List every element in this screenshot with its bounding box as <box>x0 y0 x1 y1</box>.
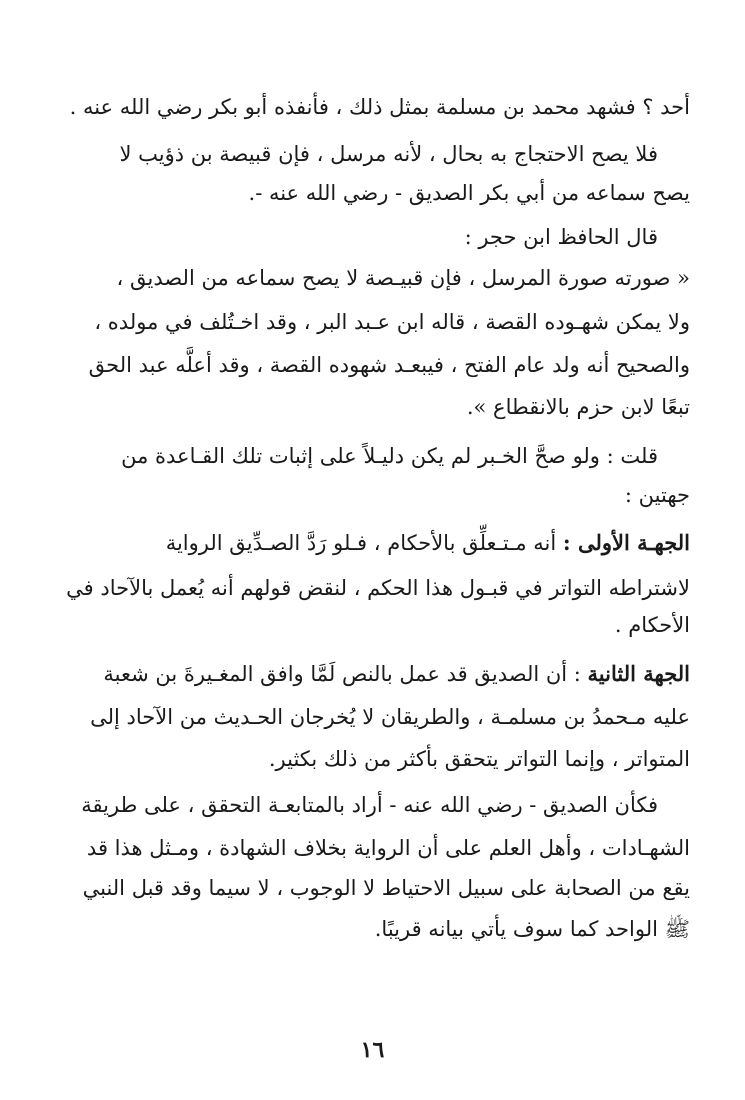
text-line: فلا يصح الاحتجاج به بحال ، لأنه مرسل ، فإن قبيصة بن ذؤيب لا <box>119 142 658 166</box>
quote-line: تبعًا لابن حزم بالانقطاع ». <box>466 395 690 419</box>
text-line: جهتين : <box>624 483 690 507</box>
text-line: قلت : ولو صحَّ الخـبر لم يكن دليـلاً على إثبات تلك القـاعدة من <box>121 444 658 468</box>
text-line: فكأن الصديق - رضي الله عنه - أراد بالمتابعـة التحقق ، على طريقة <box>81 793 658 817</box>
text-line: يقع من الصحابة على سبيل الاحتياط لا الوجوب ، لا سيما وقد قبل النبي <box>82 876 690 900</box>
quote-line: « صورته صورة المرسل ، فإن قبيـصة لا يصح سماعه من الصديق ، <box>116 266 690 290</box>
text-line: عليه مـحمدُ بن مسلمـة ، والطريقان لا يُخرجان الحـديث من الآحاد إلى <box>90 705 690 729</box>
quote-line: والصحيح أنه ولد عام الفتح ، فيبعـد شهوده القصة ، وقد أعلَّه عبد الحق <box>88 353 690 377</box>
text-line: أحد ؟ فشهد محمد بن مسلمة بمثل ذلك ، فأنفذه أبو بكر رضي الله عنه . <box>69 95 690 119</box>
text-line: لاشتراطه التواتر في قبـول هذا الحكم ، لنقض قولهم أنه يُعمل بالآحاد في <box>66 576 690 600</box>
quote-line: ولا يمكن شهـوده القصة ، قاله ابن عـبد البر ، وقد اخـتُلف في مولده ، <box>94 310 690 334</box>
first-aspect-line <box>166 528 690 558</box>
first-aspect-heading: الجهـة الأولى : <box>562 530 690 555</box>
second-aspect-text: : أن الصديق قد عمل بالنص لَمَّا وافق المغـيرةَ بن شعبة <box>103 662 581 686</box>
text-line: الشهـادات ، وأهل العلم على أن الرواية بخلاف الشهادة ، ومـثل هذا قد <box>86 836 690 860</box>
first-aspect-text: أنه مـتـعلِّق بالأحكام ، فـلو رَدَّ الصـدِّيق الرواية <box>165 531 557 555</box>
second-aspect-heading: الجهة الثانية <box>587 661 690 686</box>
page-number: ١٦ <box>360 1037 385 1063</box>
text-line: ﷺ الواحد كما سوف يأتي بيانه قريبًا. <box>374 917 690 941</box>
text-line: قال الحافظ ابن حجر : <box>464 225 658 249</box>
second-aspect-line <box>103 659 690 689</box>
text-line: يصح سماعه من أبي بكر الصديق - رضي الله عنه -. <box>248 181 690 205</box>
text-line: الأحكام . <box>614 613 690 637</box>
text-line: المتواتر ، وإنما التواتر يتحقق بأكثر من ذلك بكثير. <box>268 747 690 771</box>
